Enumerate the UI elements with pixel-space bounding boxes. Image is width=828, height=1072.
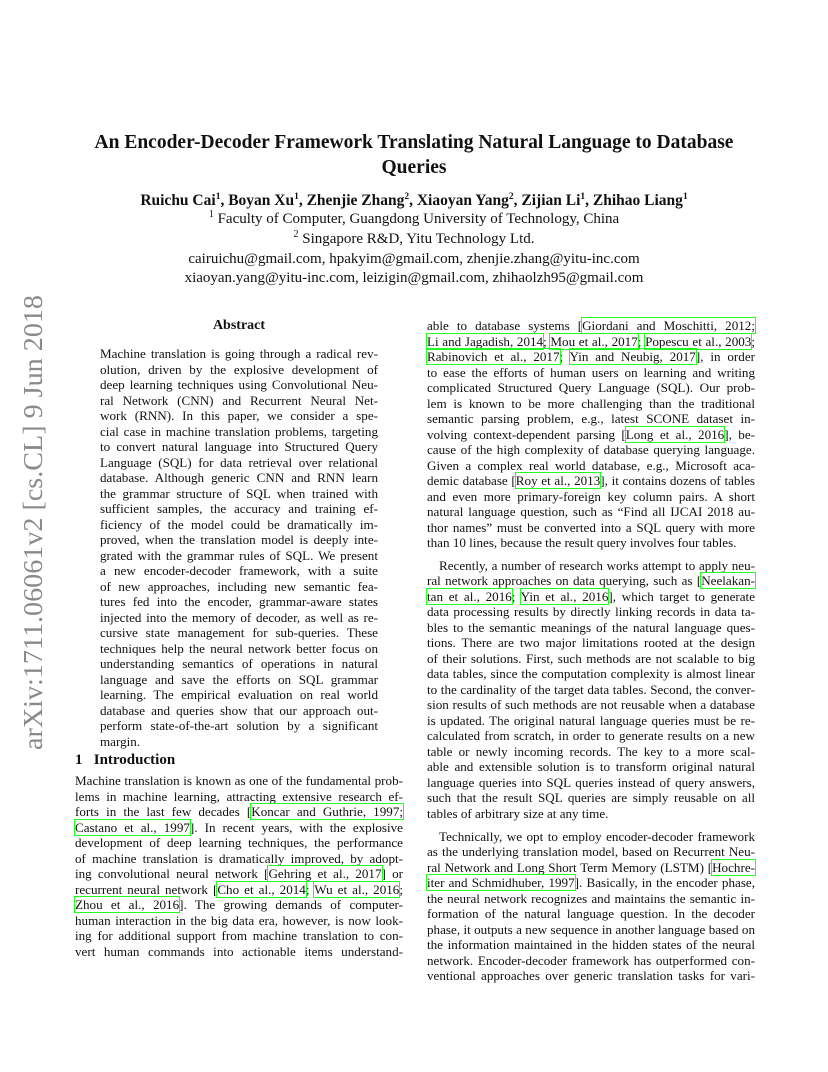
text-run: forts in the last few decades (75, 804, 247, 820)
body-line: ral Network and Long Short Term Memory (LSTM) [Hochre- (427, 859, 755, 875)
body-line: Castano et al., 1997]. In recent years, with the explosive (75, 819, 403, 835)
citation-link[interactable]: Roy et al., 2013 (515, 473, 601, 489)
body-line: bles to the semantic meanings of the natural language ques- (427, 619, 755, 635)
body-line: data tables, since the computation complexity is almost linear (427, 666, 755, 682)
body-line: calculated from scratch, in order to generate results on a new (427, 728, 755, 744)
body-line: the neural network recognizes and maintains the semantic in- (427, 890, 755, 906)
body-line: cause of the high complexity of database querying language. (427, 442, 755, 458)
body-line: volving context-dependent parsing [Long et al., 2016], be- (427, 426, 755, 442)
abstract-line: Machine translation is going through a radical rev- (100, 346, 378, 361)
citation-link[interactable]: Gehring et al., 2017 (268, 866, 382, 882)
body-line: Given a complex real world database, e.g., Microsoft aca- (427, 457, 755, 473)
abstract-line: language and save the efforts on SQL grammar (100, 671, 378, 687)
author-name: Boyan Xu (228, 192, 295, 209)
body-line: Recently, a number of research works attempt to apply neu- (439, 557, 755, 573)
abstract-line: database and queries show that our approach out- (100, 702, 378, 718)
affiliation-mark: 2 (293, 229, 299, 240)
body-line: of their solutions. First, such methods are not scalable to big (427, 650, 755, 666)
abstract-line: to convert natural language into Structured Query (100, 439, 378, 455)
abstract-line: cial case in machine translation problems, targeting (100, 423, 378, 439)
body-line: recurrent neural network [Cho et al., 2014; Wu et al., 2016; (75, 881, 403, 897)
citation-link[interactable]: tan et al., 2016 (427, 588, 512, 604)
body-line: ral network approaches on data querying, such as [Neelakan- (427, 573, 755, 589)
body-line: Zhou et al., 2016]. The growing demands of computer- (75, 897, 403, 913)
text-run: volving context-dependent parsing (427, 426, 622, 442)
author-name: Zijian Li (521, 192, 581, 209)
author-affiliation-mark: 1 (682, 191, 688, 202)
abstract-line: perform state-of-the-art solution by a significant (100, 718, 378, 734)
body-line: such that the result SQL queries are simply reusable on all (427, 790, 755, 806)
author-emails-line-2[interactable]: xiaoyan.yang@yitu-inc.com, leizigin@gmail.com, zhihaolzh95@gmail.com (184, 270, 644, 286)
body-line: of machine translation is dramatically improved, by adopt- (75, 850, 403, 866)
body-line: lems in machine learning, attracting extensive research ef- (75, 788, 403, 804)
citation-link[interactable]: Wu et al., 2016 (314, 881, 400, 897)
affiliation-2 (40, 230, 788, 249)
citation-link[interactable]: Giordani and Moschitti, 2012; (582, 318, 755, 333)
affiliation-text: Singapore R&D, Yitu Technology Ltd. (298, 231, 535, 247)
section-heading-introduction (75, 752, 175, 769)
abstract-line: tures fed into the encoder, grammar-aware states (100, 594, 378, 610)
body-line: and even more primary-foreign key column pairs. A short (427, 488, 755, 504)
abstract-heading: Abstract (212, 318, 266, 333)
body-line: vert human commands into actionable items understand- (75, 943, 403, 959)
body-line: is updated. The original natural language queries must be re- (427, 712, 755, 728)
author-affiliation-mark: 1 (215, 191, 221, 202)
body-line: forts in the last few decades [Koncar and Guthrie, 1997; (75, 804, 404, 820)
body-line: formation of the natural language question. In the decoder (427, 906, 755, 922)
abstract-line: Language (SQL) for data retrieval over relational (100, 454, 378, 470)
text-run: or (385, 866, 403, 882)
abstract-line: of new approaches, including new semantic fea- (100, 578, 378, 594)
body-line: semantic parsing problem, e.g., latest SCONE dataset in- (427, 411, 755, 427)
citation-link[interactable]: Rabinovich et al., 2017 (427, 349, 560, 365)
author-affiliation-mark: 2 (404, 191, 410, 202)
body-line: iter and Schmidhuber, 1997]. Basically, in the encoder phase, (427, 875, 755, 891)
section-title: Introduction (93, 752, 176, 768)
text-run: ral network approaches on data querying, such as (427, 573, 697, 589)
body-line: sion results of such methods are not reusable when a database (427, 697, 755, 713)
text-run: demic database (427, 473, 512, 489)
body-line: tan et al., 2016; Yin et al., 2016], which target to generate (427, 588, 756, 604)
body-line: to the cardinality of the target data tables. Second, the conver- (427, 681, 755, 697)
citation-link[interactable]: Popescu et al., 2003 (645, 333, 752, 349)
body-line: natural language question, such as “Find all IJCAI 2018 au- (427, 504, 755, 520)
abstract-line: understanding semantics of operations in natural (100, 656, 378, 672)
text-run: ral Network and Long Short Term Memory (LSTM) (427, 859, 708, 875)
abstract-line: work (RNN). In this paper, we consider a spe- (100, 408, 378, 424)
text-run: , be- (728, 426, 755, 442)
body-line: as the underlying translation model, based on Recurrent Neu- (427, 844, 755, 860)
body-line: Machine translation is known as one of the fundamental prob- (75, 773, 403, 788)
arxiv-id: arXiv:1711.06061v2 [cs.CL] 9 Jun 2018 (18, 313, 48, 750)
citation-link[interactable]: Cho et al., 2014 (217, 881, 306, 897)
text-run: . The growing demands of computer- (183, 897, 403, 913)
citation-link[interactable]: Hochre- (712, 859, 755, 875)
body-line: ing for additional support from machine translation to con- (75, 928, 403, 944)
citation-link[interactable]: Long et al., 2016 (625, 426, 725, 442)
abstract-line: a new encoder-decoder framework, with a suite (100, 563, 378, 579)
abstract-line: sufficient samples, the accuracy and training ef- (100, 501, 378, 517)
abstract-line: olution, driven by the explosive development of (100, 361, 378, 377)
text-run: able to database systems (427, 318, 578, 333)
abstract-line: grated with the grammar rules of SQL. We present (100, 547, 378, 563)
author-list: Ruichu Cai$^1$, Boyan Xu$^1$, Zhenjie Zhang$^2$, Xiaoyan Yang$^2$, Zijian Li$^1$, Zhihao Liang$^1$ (140, 191, 688, 209)
citation-link[interactable]: Mou et al., 2017 (550, 333, 638, 349)
body-line: to ease the efforts of human users on learning and writing (427, 364, 755, 380)
text-run: , which target to generate (612, 588, 756, 604)
abstract-line: ficiency of the model could be dramatically im- (100, 516, 378, 532)
body-line: ing convolutional neural network [Gehring et al., 2017] or (75, 866, 403, 882)
body-line: lem is known to be more challenging than the traditional (427, 395, 755, 411)
body-line: language queries into SQL queries instead of query answers, (427, 774, 755, 790)
text-run: . In recent years, with the explosive (194, 819, 403, 835)
body-line: ventional approaches over generic translation tasks for vari- (427, 968, 755, 984)
abstract-line: injected into the memory of decoder, as well as re- (100, 609, 378, 625)
citation-link[interactable]: Castano et al., 1997 (75, 819, 190, 835)
body-line: complicated Structured Query Language (SQL). Our prob- (427, 380, 755, 396)
abstract-line: ral Network (CNN) and Recurrent Neural Net- (100, 392, 378, 408)
abstract-line: deep learning techniques using Convolutional Neu- (100, 377, 378, 393)
text-run: . Basically, in the encoder phase, (579, 875, 755, 891)
title-line-2: Queries (381, 157, 447, 178)
affiliation-mark: 1 (208, 209, 214, 220)
body-line: phase, it outputs a new sequence in another language based on (427, 921, 755, 937)
abstract-line: database. Although generic CNN and RNN learn (100, 470, 378, 486)
paper-title (60, 130, 768, 180)
body-line: tions. There are two major limitations rooted at the design (427, 635, 755, 651)
body-line: tables of arbitrary size at any time. (427, 805, 609, 821)
text-run: , in order (700, 349, 755, 365)
body-line: the information maintained in the hidden states of the neural (427, 937, 755, 953)
citation-link[interactable]: Koncar and Guthrie, 1997; (251, 804, 404, 820)
body-line: demic database [Roy et al., 2013], it contains dozens of tables (427, 473, 756, 489)
text-run: recurrent neural network (75, 881, 213, 897)
author-affiliation-mark: 2 (508, 191, 514, 202)
body-line: thor names” must be converted into a SQL query with more (427, 519, 755, 535)
body-line: Rabinovich et al., 2017; Yin and Neubig, 2017], in order (427, 349, 755, 365)
abstract-line: cursive state management for sub-queries. These (100, 625, 378, 641)
body-line: data processing results by directly linking records in data ta- (427, 604, 755, 620)
abstract-line: proved, when the translation model is deeply inte- (100, 532, 378, 548)
citation-link[interactable]: iter and Schmidhuber, 1997 (427, 875, 575, 891)
body-line: able to database systems [Giordani and Moschitti, 2012; (427, 318, 755, 333)
author-name: Ruichu Cai (140, 192, 216, 209)
body-line: than 10 lines, because the result query involves four tables. (427, 535, 737, 551)
body-line: human interaction in the big data era, however, is now look- (75, 912, 403, 928)
body-line: able and extensible solution is to transform original natural (427, 759, 755, 775)
body-line: Li and Jagadish, 2014; Mou et al., 2017; Popescu et al., 2003; (427, 333, 755, 349)
body-line: Technically, we opt to employ encoder-decoder framework (439, 828, 755, 844)
abstract-line: margin. (100, 733, 141, 749)
citation-link[interactable]: Yin and Neubig, 2017 (569, 349, 696, 365)
citation-link[interactable]: Li and Jagadish, 2014 (427, 333, 544, 349)
right-column-body (427, 318, 755, 984)
affiliation-text: Faculty of Computer, Guangdong University of Technology, China (213, 211, 620, 227)
author-name: Zhenjie Zhang (306, 192, 405, 209)
section-number: 1 (75, 752, 83, 768)
text-run: , it contains dozens of tables (604, 473, 756, 489)
author-emails-line-1[interactable]: cairuichu@gmail.com, hpakyim@gmail.com, zhenjie.zhang@yitu-inc.com (188, 251, 640, 267)
title-line-1: An Encoder-Decoder Framework Translating Natural Language to Database (94, 132, 734, 153)
abstract-line: techniques help the neural network better focus on (100, 640, 378, 656)
author-affiliation-mark: 1 (580, 191, 586, 202)
citation-link[interactable]: Yin et al., 2016 (520, 588, 609, 604)
citation-link[interactable]: Zhou et al., 2016 (75, 897, 180, 913)
author-name: Zhihao Liang (592, 192, 683, 209)
text-run: ing convolutional neural network (75, 866, 265, 882)
abstract-body (100, 346, 378, 749)
arxiv-stamp (0, 290, 58, 760)
introduction-body (75, 773, 403, 959)
abstract-line: the grammar structure of SQL when trained with (100, 485, 378, 501)
author-name: Xiaoyan Yang (416, 192, 509, 209)
body-line: network. Encoder-decoder framework has outperformed con- (427, 952, 755, 968)
citation-link[interactable]: Neelakan- (701, 573, 755, 589)
affiliation-1 (40, 210, 788, 229)
body-line: development of deep learning techniques, the performance (75, 835, 403, 851)
abstract-line: learning. The empirical evaluation on real world (100, 687, 378, 703)
author-affiliation-mark: 1 (294, 191, 299, 202)
body-line: table or newly incoming records. The key to a more scal- (427, 743, 755, 759)
